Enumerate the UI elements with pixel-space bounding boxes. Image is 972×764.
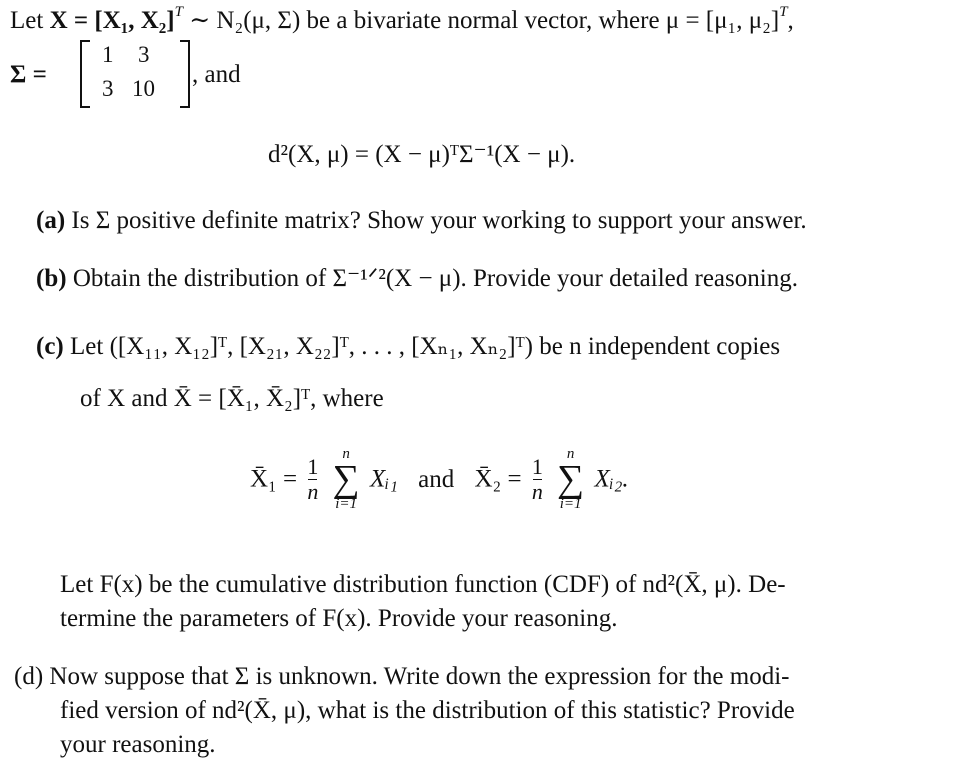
- intro-let: Let: [10, 7, 44, 34]
- frac-den-2: n: [531, 478, 543, 504]
- part-d-line2: fied version of nd²(X̄, μ), what is the distribution of this statistic? Provide: [60, 697, 795, 724]
- intro-distribution: ∼ N₂(μ, Σ) be a bivariate normal vector, where μ = [μ₁, μ₂]: [189, 7, 780, 34]
- part-c-let: Let: [70, 333, 104, 360]
- eq-and: and: [418, 465, 455, 493]
- frac-num-1: 1: [307, 453, 319, 479]
- sum-sigma-1: ∑: [332, 458, 360, 500]
- part-c-copies: be n independent copies: [539, 333, 781, 360]
- mean-equations: [250, 446, 629, 536]
- eq-x1-fraction: [307, 455, 318, 504]
- part-b: [36, 266, 798, 291]
- matrix-cell-11: 1: [102, 42, 114, 67]
- part-c-tuple: ([X₁₁, X₁₂]ᵀ, [X₂₁, X₂₂]ᵀ, . . . , [Xₙ₁, Xₙ₂]ᵀ): [109, 333, 533, 360]
- matrix-cell-12: 3: [138, 42, 150, 67]
- distance-equation: d²(X, μ) = (X − μ)ᵀΣ⁻¹(X − μ).: [268, 141, 576, 168]
- eq-x1-term: Xᵢ₁: [369, 465, 398, 493]
- matrix-cell-22: 10: [132, 76, 155, 101]
- eq-x2-term: Xᵢ₂.: [594, 465, 629, 493]
- part-a-text: Is Σ positive definite matrix? Show your working to support your answer.: [71, 207, 807, 234]
- eq-x1-lhs: X̄₁ =: [250, 465, 298, 493]
- eq-x2-lhs: X̄₂ =: [474, 465, 522, 493]
- part-c-line2: of X and X̄ = [X̄₁, X̄₂]ᵀ, where: [80, 385, 384, 412]
- sum-top-2: n: [566, 446, 575, 462]
- sum-sigma-2: ∑: [557, 458, 585, 500]
- sigma-lhs: Σ =: [10, 61, 47, 88]
- sum-bot-1: i=1: [335, 496, 358, 512]
- eq-x2-fraction: [532, 455, 543, 504]
- part-c-label: (c): [36, 333, 64, 360]
- part-d-text1: Now suppose that Σ is unknown. Write down the expression for the modi-: [49, 663, 790, 690]
- part-a: [36, 208, 807, 233]
- eq-x2-sum: [557, 446, 584, 512]
- part-d-line1: [14, 664, 789, 689]
- part-b-text: Obtain the distribution of Σ⁻¹ᐟ²(X − μ). Provide your detailed reasoning.: [72, 265, 798, 292]
- frac-den-1: n: [307, 478, 319, 504]
- frac-num-2: 1: [531, 453, 543, 479]
- sigma-and: , and: [192, 61, 241, 88]
- matrix-left-bracket: [80, 40, 90, 108]
- sum-top-1: n: [342, 446, 350, 462]
- part-a-label: (a): [36, 207, 66, 234]
- part-c-para2: termine the parameters of F(x). Provide your reasoning.: [60, 605, 618, 632]
- part-c-para1: Let F(x) be the cumulative distribution function (CDF) of nd²(X̄, μ). De-: [60, 571, 786, 598]
- part-d-line3: your reasoning.: [60, 731, 216, 758]
- eq-x1-sum: [333, 446, 360, 512]
- part-d-label: (d): [14, 663, 44, 690]
- part-b-label: (b): [36, 265, 67, 292]
- sum-bot-2: i=1: [559, 496, 582, 512]
- intro-line: [10, 4, 794, 34]
- intro-x-def: X = [X₁, X₂]: [49, 7, 175, 34]
- intro-transpose-1: T: [174, 4, 183, 20]
- matrix-right-bracket: [180, 40, 190, 108]
- part-c-line1: [36, 334, 780, 359]
- matrix-cell-21: 3: [102, 76, 114, 101]
- sigma-matrix: [80, 40, 190, 108]
- intro-comma: ,: [787, 7, 794, 34]
- intro-transpose-2: T: [779, 4, 788, 20]
